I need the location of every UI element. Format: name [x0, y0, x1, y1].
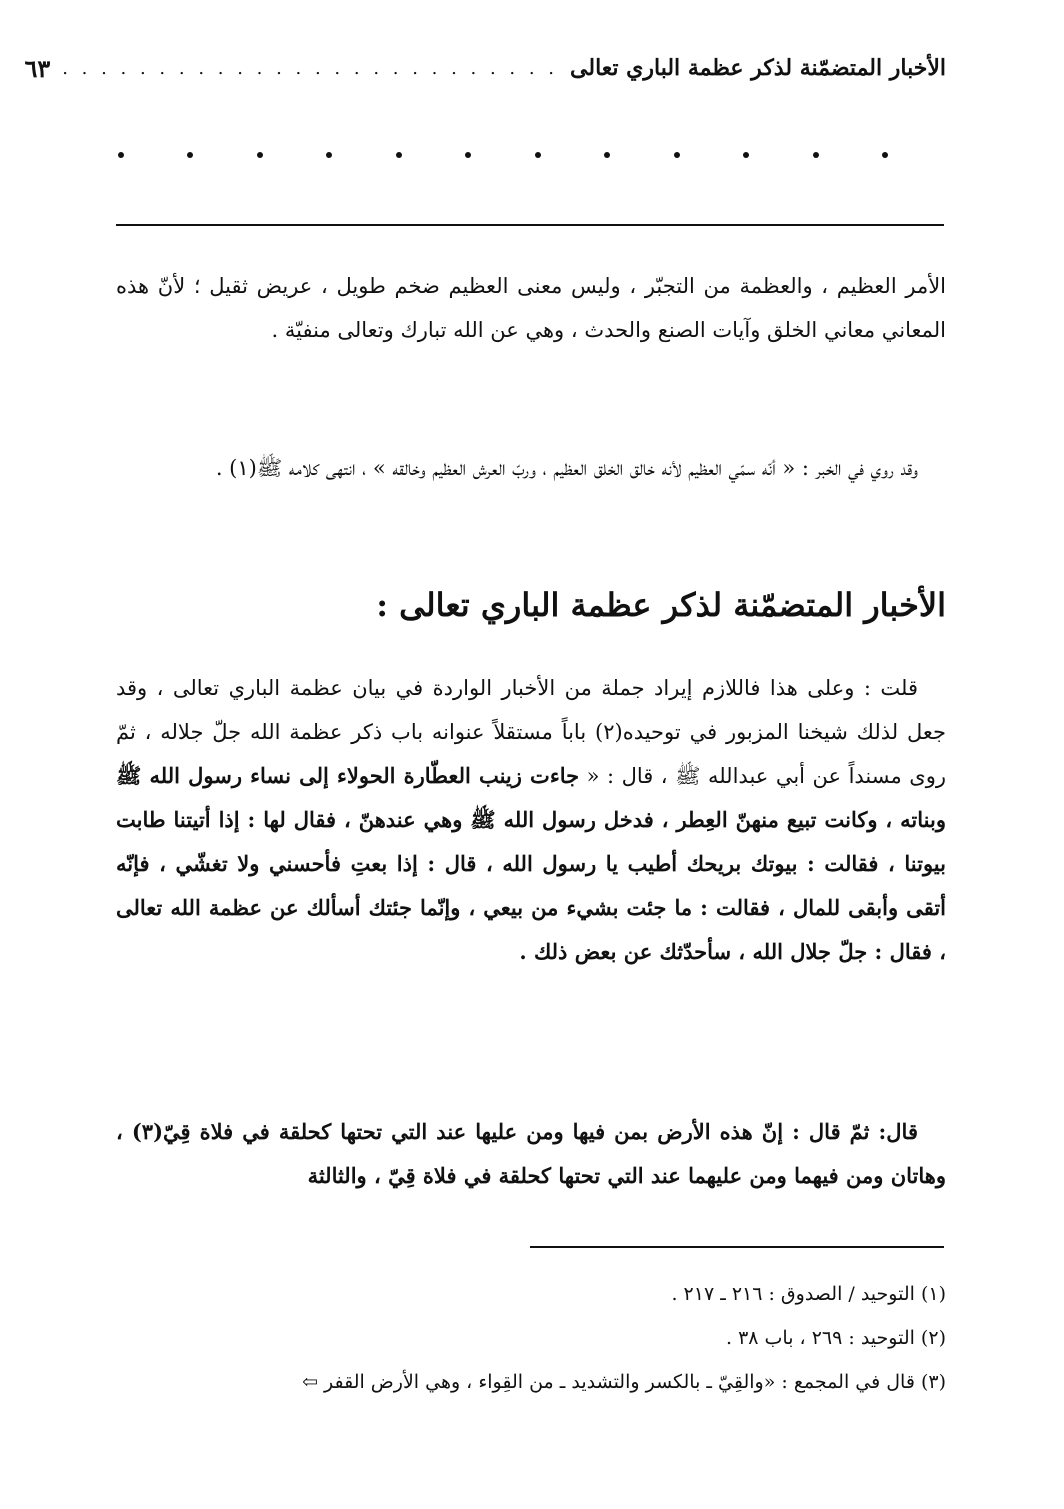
footnote-divider [530, 1246, 944, 1248]
hadith-quote: جاءت زينب العطّارة الحولاء إلى نساء رسول الله ﷺ وبناته ، وكانت تبيع منهنّ العِطر ، فدخل رسول الله ﷺ وهي عندهنّ ، فقال لها : إذا أتيتنا طابت بيوتنا ، فقالت : بيوتك بريحك أطيب يا رسول الله ، قال : إذا بعتِ فأحسني ولا تغشّي ، فإنّه أتقى وأبقى للمال ، فقالت : ما جئت بشيء من بيعي ، وإنّما جئتك أسألك عن عظمة الله تعالى ، فقال : جلّ جلال الله ، سأحدّثك عن بعض ذلك . [116, 763, 946, 964]
ornamental-dots [118, 140, 888, 170]
dot [882, 152, 888, 158]
page-number: ٦٣ [24, 53, 51, 83]
footnote-3: (٣) قال في المجمع : «والقِيّ ـ بالكسر والتشديد ـ من القِواء ، وهي الأرض القفر ⇦ [302, 1371, 946, 1393]
dot [743, 152, 749, 158]
dot [813, 152, 819, 158]
leader-dots: . . . . . . . . . . . . . . . . . . . . . . . . . . [62, 57, 559, 79]
dot [465, 152, 471, 158]
dot [187, 152, 193, 158]
paragraph-1: الأمر العظيم ، والعظمة من التجبّر ، وليس معنى العظيم ضخم طويل ، عريض ثقيل ؛ لأنّ هذه المعاني معاني الخلق وآيات الصنع والحدث ، وهي عن الله تبارك وتعالى منفيّة . [116, 274, 946, 342]
dot [396, 152, 402, 158]
running-title: الأخبار المتضمّنة لذكر عظمة الباري تعالى [570, 55, 946, 81]
header-divider [116, 224, 944, 226]
dot [118, 152, 124, 158]
page-header [24, 48, 946, 88]
footnote-2: (٢) التوحيد : ٢٦٩ ، باب ٣٨ . [725, 1327, 946, 1349]
paragraph-4: قال: ثمّ قال : إنّ هذه الأرض بمن فيها ومن عليها عند التي تحتها كحلقة في فلاة قِيّ(٣) ، وهاتان ومن فيهما ومن عليهما عند التي تحتها كحلقة في فلاة قِيّ ، والثالثة [116, 1119, 946, 1188]
footnotes [116, 1272, 946, 1404]
dot [326, 152, 332, 158]
footnote-1: (١) التوحيد / الصدوق : ٢١٦ ـ ٢١٧ . [671, 1283, 946, 1305]
paragraph-3-intro: قلت : وعلى هذا فاللازم إيراد جملة من الأخبار الواردة في بيان عظمة الباري تعالى ، وقد جعل لذلك شيخنا المزبور في توحيده(٢) باباً مستقلاً عنوانه باب ذكر عظمة الله جلّ جلاله ، ثمّ روى مسنداً عن أبي عبدالله ﷺ ، قال : « [116, 676, 947, 788]
section-heading: الأخبار المتضمّنة لذكر عظمة الباري تعالى : [376, 586, 946, 624]
paragraph-3 [116, 666, 946, 974]
dot [674, 152, 680, 158]
dot [604, 152, 610, 158]
dot [257, 152, 263, 158]
dot [535, 152, 541, 158]
paragraph-2: وقد روي في الخبر : « أنّه سمّي العظيم لأنه خالق الخلق العظيم ، وربّ العرش العظيم وخالقه » ، انتهى كلامه ﷺ(١) . [215, 456, 918, 480]
